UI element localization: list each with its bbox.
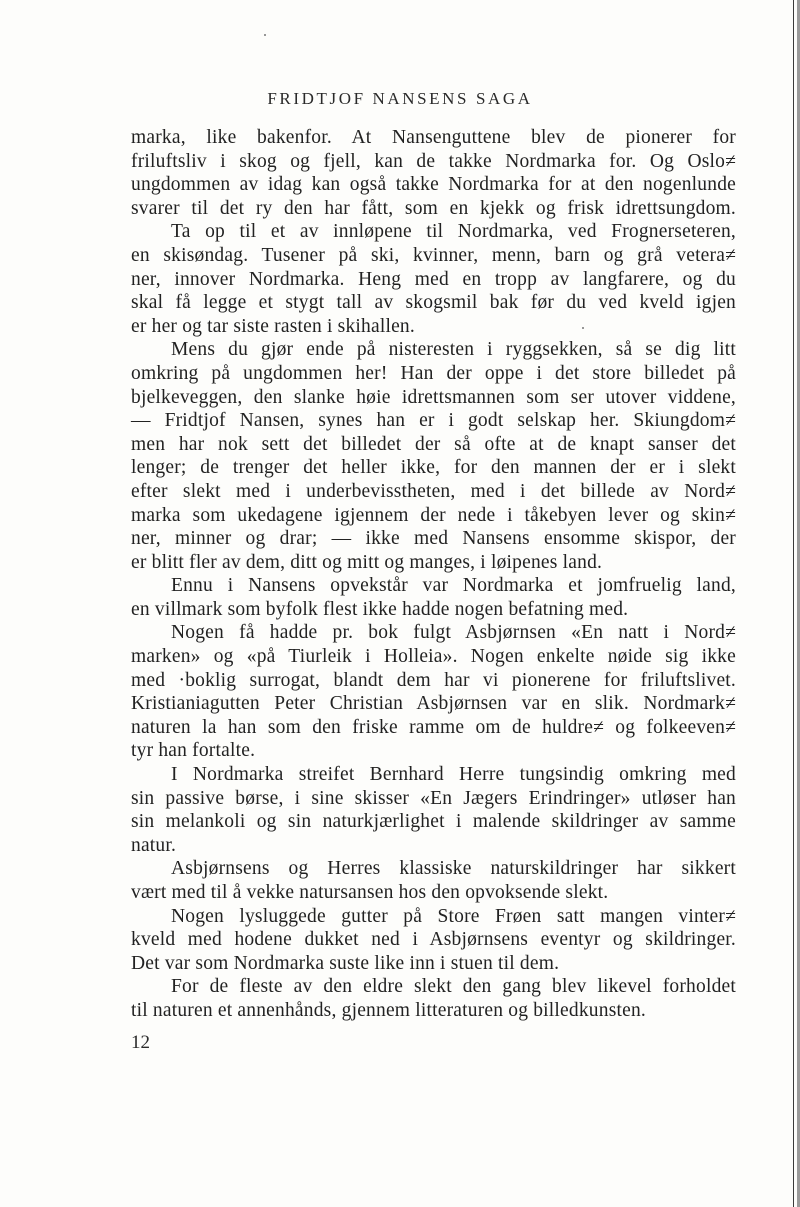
text-line: friluftsliv i skog og fjell, kan de takke Nordmarka for. Og Oslo≠ <box>131 150 736 172</box>
text-line: naturen la han som den friske ramme om de huldre≠ og folkeeven≠ <box>131 716 736 738</box>
text-line: marka, like bakenfor. At Nansenguttene blev de pionerer for <box>131 127 736 148</box>
text-line: ungdommen av idag kan også takke Nordmarka for at den nogenlunde <box>131 174 736 196</box>
text-line: en villmark som byfolk flest ikke hadde nogen befatning med. <box>131 598 629 620</box>
text-line: ner, innover Nordmarka. Heng med en tropp av langfarere, og du <box>131 268 736 290</box>
page-body-text <box>131 126 736 1023</box>
text-line: skal få legge et stygt tall av skogsmil bak før du ved kveld igjen <box>131 292 736 314</box>
text-line: sin melankoli og sin naturkjærlighet i malende skildringer av samme <box>131 811 736 833</box>
text-line: omkring på ungdommen her! Han der oppe i det store billedet på <box>131 362 736 384</box>
text-line: en skisøndag. Tusener på ski, kvinner, menn, barn og grå vetera≠ <box>131 244 736 266</box>
text-line: kveld med hodene dukket ned i Asbjørnsens eventyr og skildringer. <box>131 929 736 951</box>
text-line: til naturen et annenhånds, gjennem litteraturen og billedkunsten. <box>131 999 646 1021</box>
text-line: I Nordmarka streifet Bernhard Herre tungsindig omkring med <box>171 764 736 786</box>
text-line: Kristianiagutten Peter Christian Asbjørnsen var en slik. Nordmark≠ <box>131 693 736 715</box>
page-edge-line <box>793 0 794 1207</box>
text-line: bjelkeveggen, den slanke høie idrettsmannen som ser utover viddene, <box>131 386 736 408</box>
text-line: Det var som Nordmarka suste like inn i stuen til dem. <box>131 952 560 974</box>
text-line: efter slekt med i underbevisstheten, med i det billede av Nord≠ <box>131 480 736 502</box>
text-line: marka som ukedagene igjennem der nede i tåkebyen lever og skin≠ <box>131 504 736 526</box>
text-line: Ennu i Nansens opvekstår var Nordmarka et jomfruelig land, <box>171 575 736 597</box>
text-line: — Fridtjof Nansen, synes han er i godt selskap her. Skiungdom≠ <box>131 410 736 432</box>
text-line: ner, minner og drar; — ikke med Nansens ensomme skispor, der <box>131 528 736 550</box>
text-line: marken» og «på Tiurleik i Holleia». Nogen enkelte nøide sig ikke <box>131 646 736 668</box>
scan-speck <box>264 34 266 36</box>
text-line: med ·boklig surrogat, blandt dem har vi pionerene for friluftslivet. <box>131 669 736 691</box>
text-line: tyr han fortalte. <box>131 740 256 762</box>
text-line: sin passive børse, i sine skisser «En Jægers Erindringer» utløser han <box>131 787 736 809</box>
text-line: natur. <box>131 834 177 856</box>
text-line: Nogen lysluggede gutter på Store Frøen satt mangen vinter≠ <box>171 905 736 927</box>
text-line: er blitt fler av dem, ditt og mitt og manges, i løipenes land. <box>131 551 603 573</box>
text-line: svarer til det ry den har fått, som en kjekk og frisk idrettsungdom. <box>131 197 736 219</box>
text-line: lenger; de trenger det heller ikke, for den mannen der er i slekt <box>131 457 736 479</box>
text-line: Nogen få hadde pr. bok fulgt Asbjørnsen «En natt i Nord≠ <box>171 622 736 644</box>
text-line: Mens du gjør ende på nisteresten i ryggsekken, så se dig litt <box>171 339 736 361</box>
running-head: FRIDTJOF NANSENS SAGA <box>267 89 533 108</box>
text-line: vært med til å vekke natursansen hos den opvoksende slekt. <box>131 882 609 903</box>
text-line: er her og tar siste rasten i skihallen. <box>131 315 415 337</box>
text-line: Asbjørnsens og Herres klassiske naturskildringer har sikkert <box>171 858 736 880</box>
text-line: men har nok sett det billedet der så ofte at de knapt sanser det <box>131 433 736 455</box>
text-line: For de fleste av den eldre slekt den gang blev likevel forholdet <box>171 976 736 998</box>
page-number: 12 <box>131 1032 150 1053</box>
text-line: Ta op til et av innløpene til Nordmarka, ved Frognerseteren, <box>171 221 736 243</box>
